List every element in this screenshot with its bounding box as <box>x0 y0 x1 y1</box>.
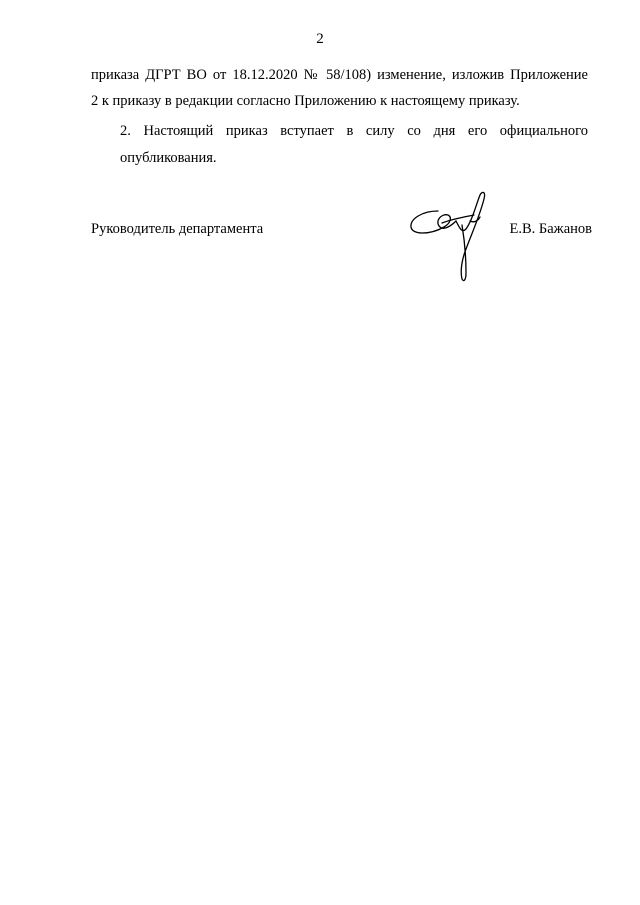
page-number: 2 <box>316 31 324 47</box>
signature-loop-stroke <box>411 211 456 233</box>
signature-flourish-stroke <box>456 192 485 280</box>
signer-name: Е.В. Бажанов <box>509 221 592 237</box>
signature-icon <box>404 189 496 285</box>
paragraph-2 <box>91 118 588 172</box>
paragraph-2-line-2: опубликования. <box>120 150 217 166</box>
paragraph-1-line-1: приказа ДГРТ ВО от 18.12.2020 № 58/108) изменение, изложив Приложение <box>91 67 588 83</box>
paragraph-1-line-2: 2 к приказу в редакции согласно Приложению к настоящему приказу. <box>91 93 520 109</box>
signer-position: Руководитель департамента <box>91 221 264 237</box>
signature-row <box>91 219 592 243</box>
signature-cross-stroke <box>442 215 474 223</box>
paragraph-2-line-1: 2. Настоящий приказ вступает в силу со дня его официального <box>120 123 588 139</box>
